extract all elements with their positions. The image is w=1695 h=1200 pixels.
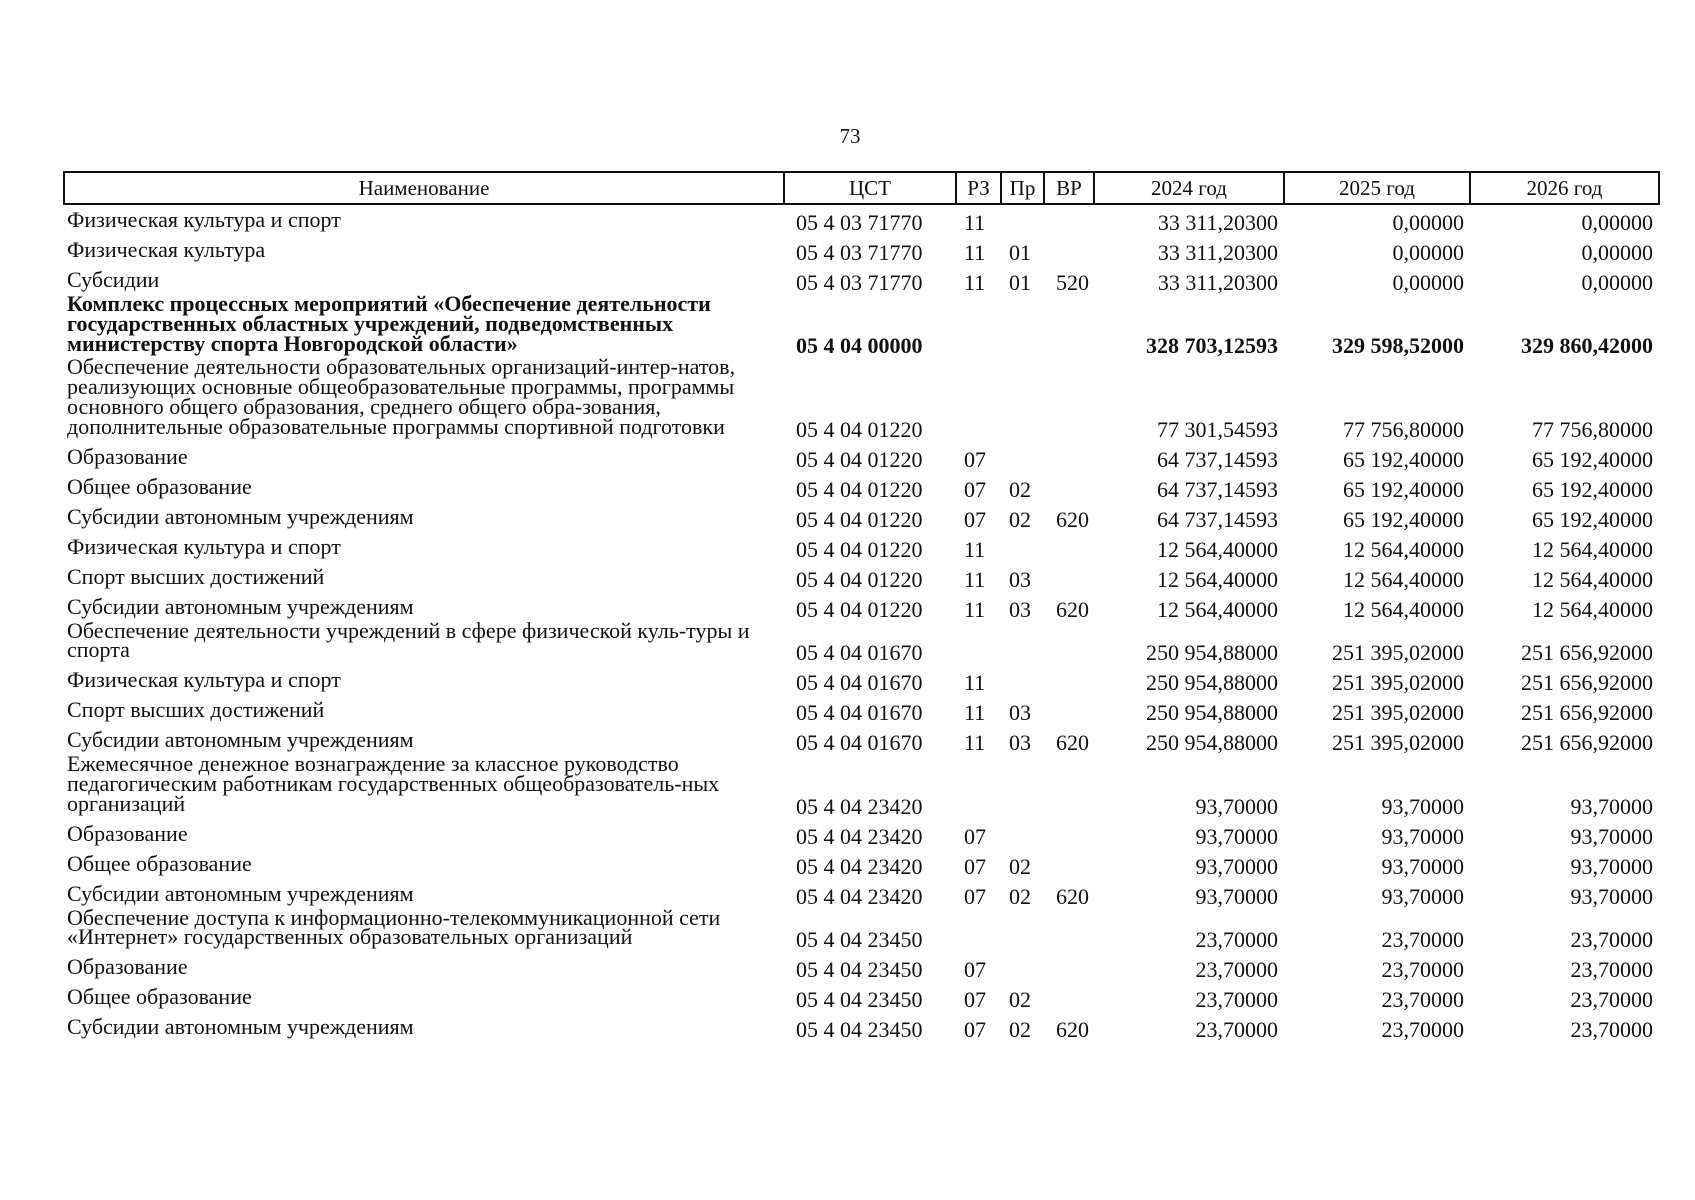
cell-2025: 65 192,40000 [1343, 506, 1464, 532]
cell-cst: 05 4 04 01220 [796, 446, 923, 472]
table-row [64, 951, 1659, 981]
cell-2026: 23,70000 [1570, 927, 1653, 953]
cell-2026: 251 656,92000 [1521, 670, 1653, 696]
table-row [64, 204, 1659, 234]
cell-2024: 64 737,14593 [1157, 476, 1278, 502]
cell-vr [1044, 621, 1094, 665]
cell-2024: 93,70000 [1195, 883, 1278, 909]
cell-2025: 23,70000 [1381, 987, 1464, 1013]
cell-vr [1044, 694, 1094, 724]
cell-vr: 620 [1056, 506, 1089, 532]
cell-pr: 02 [1009, 853, 1031, 879]
cell-vr [1044, 754, 1094, 817]
cell-2026: 251 656,92000 [1521, 640, 1653, 666]
cell-2025: 0,00000 [1392, 270, 1464, 295]
cell-name: Общее образование [67, 473, 252, 499]
cell-2024: 23,70000 [1195, 957, 1278, 983]
cell-rz: 07 [964, 446, 986, 472]
cell-pr: 02 [1009, 1017, 1031, 1043]
cell-2024: 33 311,20300 [1157, 240, 1278, 265]
cell-vr [1044, 561, 1094, 591]
cell-pr [1001, 531, 1044, 561]
cell-2025: 23,70000 [1381, 957, 1464, 983]
table-row [64, 981, 1659, 1011]
cell-2026: 65 192,40000 [1532, 506, 1653, 532]
cell-2026: 23,70000 [1570, 987, 1653, 1013]
cell-2024: 12 564,40000 [1157, 536, 1278, 562]
cell-2026: 12 564,40000 [1532, 596, 1653, 622]
cell-cst: 05 4 04 23420 [796, 823, 923, 849]
column-header-2024: 2024 год [1094, 172, 1284, 204]
cell-2025: 23,70000 [1381, 927, 1464, 953]
cell-pr [1001, 204, 1044, 234]
cell-2026: 0,00000 [1581, 270, 1653, 295]
cell-name: Обеспечение деятельности образовательных организаций-интер-натов, реализующих основные общеобразовательные программы, программы основного общего образования, среднего общего обра-зования, дополнительные образовательные программы спортивной подготовки [67, 354, 736, 439]
cell-rz: 07 [964, 1017, 986, 1043]
cell-vr: 520 [1056, 270, 1089, 295]
cell-pr: 02 [1009, 506, 1031, 532]
cell-rz [956, 754, 1001, 817]
cell-name: Спорт высших достижений [67, 697, 325, 723]
cell-cst: 05 4 04 01220 [796, 476, 923, 502]
cell-pr: 03 [1009, 700, 1031, 726]
cell-cst: 05 4 04 01220 [796, 596, 923, 622]
cell-cst: 05 4 03 71770 [796, 210, 923, 235]
cell-2024: 33 311,20300 [1157, 270, 1278, 295]
cell-pr: 01 [1009, 270, 1031, 295]
cell-vr [1044, 204, 1094, 234]
cell-cst: 05 4 04 23420 [796, 883, 923, 909]
cell-rz: 11 [964, 596, 986, 622]
cell-vr [1044, 818, 1094, 848]
cell-pr [1001, 621, 1044, 665]
table-row [64, 264, 1659, 294]
table-row [64, 754, 1659, 817]
column-header-pr: Пр [1001, 172, 1044, 204]
cell-2025: 251 395,02000 [1332, 640, 1464, 666]
column-header-name: Наименование [64, 172, 784, 204]
table-row [64, 664, 1659, 694]
table-row [64, 501, 1659, 531]
cell-vr [1044, 294, 1094, 357]
cell-2025: 251 395,02000 [1332, 700, 1464, 726]
page-number: 73 [839, 124, 861, 148]
cell-rz [956, 294, 1001, 357]
cell-2026: 93,70000 [1570, 793, 1653, 819]
table-header [64, 172, 1659, 204]
cell-rz: 07 [964, 506, 986, 532]
cell-2024: 12 564,40000 [1157, 566, 1278, 592]
cell-rz: 07 [964, 853, 986, 879]
cell-vr [1044, 951, 1094, 981]
table-row [64, 848, 1659, 878]
cell-cst: 05 4 04 01670 [796, 700, 923, 726]
cell-name: Субсидии автономным учреждениям [67, 880, 414, 906]
cell-name: Общее образование [67, 984, 252, 1010]
cell-cst: 05 4 04 01670 [796, 730, 923, 756]
cell-2026: 0,00000 [1581, 210, 1653, 235]
cell-name: Субсидии автономным учреждениям [67, 503, 414, 529]
cell-2025: 0,00000 [1392, 210, 1464, 235]
cell-pr [1001, 818, 1044, 848]
cell-2024: 64 737,14593 [1157, 506, 1278, 532]
column-header-vr: ВР [1044, 172, 1094, 204]
cell-cst: 05 4 03 71770 [796, 270, 923, 295]
cell-2026: 251 656,92000 [1521, 700, 1653, 726]
cell-name: Общее образование [67, 850, 252, 876]
cell-pr: 02 [1009, 476, 1031, 502]
table-row [64, 908, 1659, 952]
cell-rz: 07 [964, 883, 986, 909]
cell-name: Физическая культура и спорт [67, 207, 341, 233]
cell-2026: 329 860,42000 [1521, 333, 1653, 359]
cell-vr [1044, 908, 1094, 952]
cell-pr: 03 [1009, 730, 1031, 756]
cell-rz: 11 [964, 670, 986, 696]
cell-2025: 93,70000 [1381, 793, 1464, 819]
cell-2024: 328 703,12593 [1146, 333, 1278, 359]
table-row [64, 561, 1659, 591]
column-header-2026: 2026 год [1470, 172, 1659, 204]
cell-pr: 03 [1009, 596, 1031, 622]
cell-rz: 07 [964, 987, 986, 1013]
cell-2026: 93,70000 [1570, 883, 1653, 909]
cell-rz: 11 [964, 240, 986, 265]
cell-vr: 620 [1056, 1017, 1089, 1043]
cell-2024: 12 564,40000 [1157, 596, 1278, 622]
cell-cst: 05 4 04 23420 [796, 793, 923, 819]
cell-vr [1044, 441, 1094, 471]
cell-name: Обеспечение деятельности учреждений в сфере физической куль-туры и спорта [67, 617, 750, 663]
cell-2026: 65 192,40000 [1532, 476, 1653, 502]
cell-cst: 05 4 04 01670 [796, 670, 923, 696]
cell-2024: 250 954,88000 [1146, 700, 1278, 726]
cell-vr [1044, 357, 1094, 440]
cell-2024: 93,70000 [1195, 853, 1278, 879]
table-row [64, 441, 1659, 471]
cell-pr [1001, 357, 1044, 440]
cell-pr: 02 [1009, 883, 1031, 909]
cell-name: Образование [67, 954, 188, 980]
cell-vr [1044, 234, 1094, 264]
cell-name: Спорт высших достижений [67, 563, 325, 589]
cell-2026: 77 756,80000 [1532, 416, 1653, 442]
cell-cst: 05 4 04 01670 [796, 640, 923, 666]
cell-name: Образование [67, 443, 188, 469]
cell-name: Обеспечение доступа к информационно-телекоммуникационной сети «Интернет» государственных образовательных организаций [67, 904, 721, 950]
cell-name: Субсидии автономным учреждениям [67, 1014, 414, 1040]
cell-rz: 11 [964, 536, 986, 562]
table-row [64, 357, 1659, 440]
cell-2024: 93,70000 [1195, 793, 1278, 819]
cell-pr: 01 [1009, 240, 1031, 265]
cell-name: Физическая культура [67, 237, 266, 263]
cell-vr [1044, 531, 1094, 561]
budget-table [63, 171, 1660, 1041]
cell-pr [1001, 754, 1044, 817]
cell-rz: 11 [964, 730, 986, 756]
cell-2024: 64 737,14593 [1157, 446, 1278, 472]
cell-2024: 250 954,88000 [1146, 730, 1278, 756]
table-row [64, 294, 1659, 357]
cell-rz: 07 [964, 823, 986, 849]
cell-2025: 23,70000 [1381, 1017, 1464, 1043]
cell-2026: 12 564,40000 [1532, 536, 1653, 562]
table-body [64, 204, 1659, 1041]
cell-2024: 23,70000 [1195, 927, 1278, 953]
cell-cst: 05 4 04 23450 [796, 1017, 923, 1043]
table-row [64, 818, 1659, 848]
cell-rz [956, 357, 1001, 440]
cell-2024: 93,70000 [1195, 823, 1278, 849]
cell-2025: 251 395,02000 [1332, 730, 1464, 756]
cell-2024: 23,70000 [1195, 1017, 1278, 1043]
table-row [64, 878, 1659, 908]
cell-2026: 251 656,92000 [1521, 730, 1653, 756]
cell-2025: 93,70000 [1381, 823, 1464, 849]
table-row [64, 471, 1659, 501]
cell-pr [1001, 664, 1044, 694]
cell-cst: 05 4 04 23420 [796, 853, 923, 879]
cell-2025: 12 564,40000 [1343, 566, 1464, 592]
table-row [64, 621, 1659, 665]
cell-2025: 65 192,40000 [1343, 476, 1464, 502]
cell-2024: 33 311,20300 [1157, 210, 1278, 235]
cell-name: Субсидии автономным учреждениям [67, 593, 414, 619]
cell-cst: 05 4 04 01220 [796, 536, 923, 562]
cell-2024: 250 954,88000 [1146, 640, 1278, 666]
cell-pr: 03 [1009, 566, 1031, 592]
cell-vr [1044, 664, 1094, 694]
cell-2026: 23,70000 [1570, 957, 1653, 983]
cell-2025: 77 756,80000 [1343, 416, 1464, 442]
cell-pr [1001, 951, 1044, 981]
table-row [64, 724, 1659, 754]
table-row [64, 591, 1659, 621]
cell-cst: 05 4 04 01220 [796, 506, 923, 532]
cell-2025: 12 564,40000 [1343, 596, 1464, 622]
table-row [64, 234, 1659, 264]
cell-name: Субсидии автономным учреждениям [67, 727, 414, 753]
cell-2025: 329 598,52000 [1332, 333, 1464, 359]
cell-2026: 93,70000 [1570, 823, 1653, 849]
cell-rz [956, 621, 1001, 665]
cell-2025: 93,70000 [1381, 853, 1464, 879]
cell-2024: 250 954,88000 [1146, 670, 1278, 696]
cell-rz: 11 [964, 270, 986, 295]
cell-vr: 620 [1056, 730, 1089, 756]
column-header-2025: 2025 год [1284, 172, 1470, 204]
cell-2026: 23,70000 [1570, 1017, 1653, 1043]
cell-name: Физическая культура и спорт [67, 533, 341, 559]
cell-cst: 05 4 04 01220 [796, 416, 923, 442]
cell-pr [1001, 908, 1044, 952]
cell-2025: 93,70000 [1381, 883, 1464, 909]
cell-cst: 05 4 04 23450 [796, 987, 923, 1013]
cell-vr [1044, 848, 1094, 878]
cell-2025: 251 395,02000 [1332, 670, 1464, 696]
cell-2024: 23,70000 [1195, 987, 1278, 1013]
cell-2025: 12 564,40000 [1343, 536, 1464, 562]
header-row [64, 172, 1659, 204]
cell-pr: 02 [1009, 987, 1031, 1013]
cell-2026: 93,70000 [1570, 853, 1653, 879]
cell-vr: 620 [1056, 596, 1089, 622]
cell-2025: 65 192,40000 [1343, 446, 1464, 472]
cell-vr: 620 [1056, 883, 1089, 909]
cell-cst: 05 4 03 71770 [796, 240, 923, 265]
column-header-cst: ЦСТ [784, 172, 956, 204]
cell-cst: 05 4 04 23450 [796, 957, 923, 983]
cell-cst: 05 4 04 01220 [796, 566, 923, 592]
cell-rz: 11 [964, 700, 986, 726]
cell-vr [1044, 981, 1094, 1011]
cell-2024: 77 301,54593 [1157, 416, 1278, 442]
cell-2026: 0,00000 [1581, 240, 1653, 265]
cell-2026: 65 192,40000 [1532, 446, 1653, 472]
cell-name: Физическая культура и спорт [67, 667, 341, 693]
cell-cst: 05 4 04 00000 [796, 333, 923, 359]
cell-name: Субсидии [67, 267, 160, 293]
cell-name: Ежемесячное денежное вознаграждение за классное руководство педагогическим работникам государственных общеобразователь-ных организаций [67, 751, 720, 816]
cell-pr [1001, 441, 1044, 471]
cell-pr [1001, 294, 1044, 357]
cell-name: Образование [67, 820, 188, 846]
cell-rz [956, 908, 1001, 952]
cell-2025: 0,00000 [1392, 240, 1464, 265]
cell-rz: 11 [964, 210, 986, 235]
cell-rz: 07 [964, 957, 986, 983]
cell-2026: 12 564,40000 [1532, 566, 1653, 592]
table-row [64, 694, 1659, 724]
table-row [64, 1011, 1659, 1041]
table-row [64, 531, 1659, 561]
cell-cst: 05 4 04 23450 [796, 927, 923, 953]
cell-name: Комплекс процессных мероприятий «Обеспечение деятельности государственных областных учреждений, подведомственных министерству спорта Новгородской области» [67, 291, 711, 356]
cell-vr [1044, 471, 1094, 501]
cell-rz: 11 [964, 566, 986, 592]
cell-rz: 07 [964, 476, 986, 502]
column-header-rz: РЗ [956, 172, 1001, 204]
